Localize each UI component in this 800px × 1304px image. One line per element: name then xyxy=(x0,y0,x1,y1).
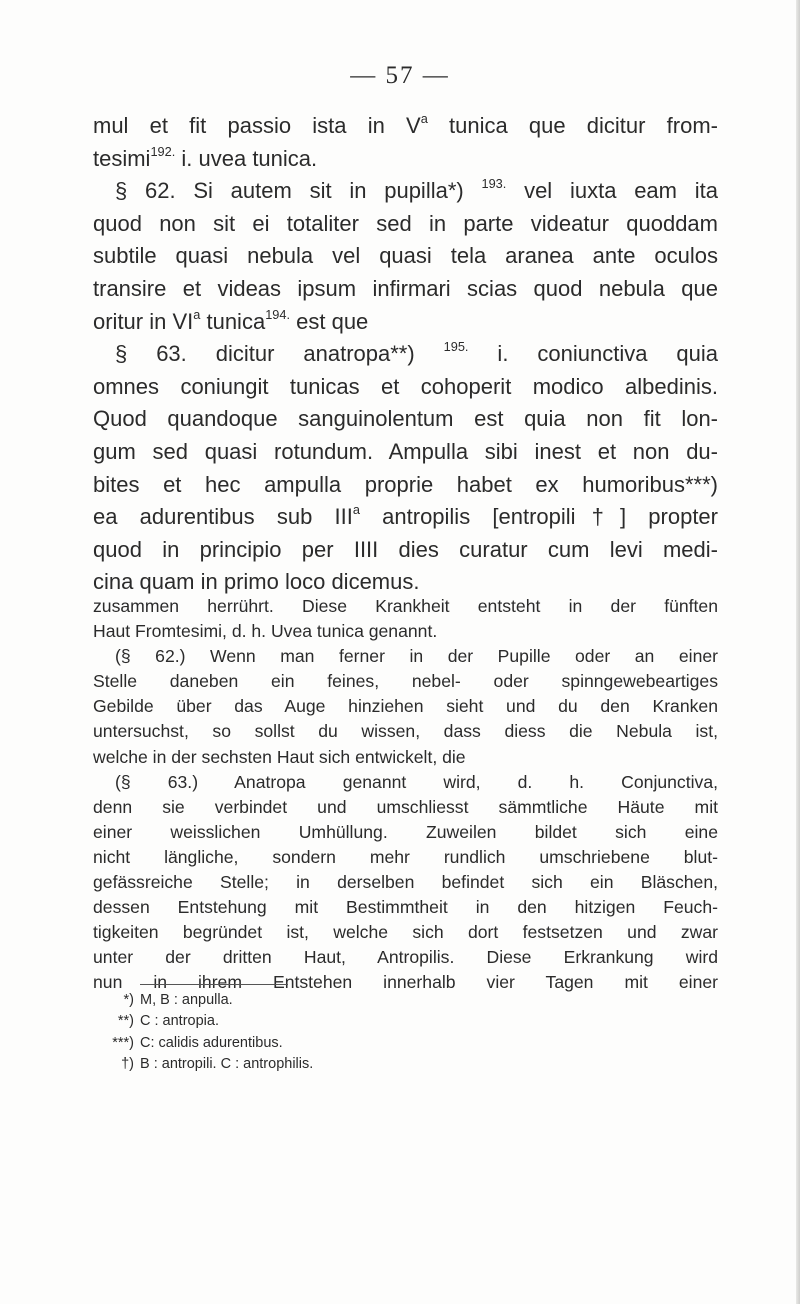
latin-line: gum sed quasi rotundum. Ampulla sibi inest et non du- xyxy=(93,438,718,464)
german-line-section-63: (§ 63.) Anatropa genannt wird, d. h. Conjunctiva, xyxy=(115,771,718,792)
german-line: Gebilde über das Auge hinziehen sieht und du den Kranken xyxy=(93,696,718,717)
footnote-text: C: calidis adurentibus. xyxy=(140,1034,283,1051)
footnote-text: B : antropili. C : antrophilis. xyxy=(140,1056,314,1073)
latin-line: Quod quandoque sanguinolentum est quia non fit lon- xyxy=(93,406,718,432)
footnote-mark: *) xyxy=(123,992,134,1008)
footnote-divider xyxy=(140,984,288,985)
german-line: zusammen herrührt. Diese Krankheit entsteht in der fünften xyxy=(93,596,718,616)
latin-line: bites et hec ampulla proprie habet ex humoribus***) xyxy=(93,471,718,497)
latin-line: mul et fit passio ista in $V^a$ tunica que dicitur from- xyxy=(93,110,718,138)
footnote-mark: †) xyxy=(121,1056,134,1073)
german-line: tigkeiten begründet ist, welche sich dort festsetzen und zwar xyxy=(93,922,718,943)
footnote-text: C : antropia. xyxy=(140,1013,219,1030)
footnote xyxy=(103,1054,313,1075)
german-line: nicht längliche, sondern mehr rundlich umschriebene blut- xyxy=(93,846,718,867)
german-line: untersuchst, so sollst du wissen, dass diess die Nebula ist, xyxy=(93,721,718,742)
latin-line: omnes coniungit tunicas et cohoperit modico albedinis. xyxy=(93,373,718,399)
footnotes xyxy=(103,990,313,1076)
footnote-text: M, B : anpulla. xyxy=(140,992,233,1008)
latin-line: ea adurentibus sub III$^a$ antropilis [entropili†] propter xyxy=(93,501,718,530)
footnote xyxy=(103,1033,313,1054)
latin-line-section-63: § 63. dicitur anatropa**) $^{195.}$ i. coniunctiva quia xyxy=(115,338,718,367)
latin-line: tesimi$^{192.}$ i. uvea tunica. xyxy=(93,143,318,171)
german-line: gefässreiche Stelle; in derselben befindet sich ein Bläschen, xyxy=(93,872,718,893)
german-line-section-62: (§ 62.) Wenn man ferner in der Pupille oder an einer xyxy=(115,646,718,667)
latin-text-block xyxy=(93,110,718,599)
latin-line: quod in principio per IIII dies curatur cum levi medi- xyxy=(93,536,718,562)
german-line: dessen Entstehung mit Bestimmtheit in den hitzigen Feuch- xyxy=(93,897,718,918)
page-edge xyxy=(796,0,800,1304)
german-translation-block xyxy=(93,594,718,996)
german-line: nun in ihrem Entstehen innerhalb vier Tagen mit einer xyxy=(93,972,718,993)
footnote xyxy=(103,990,313,1011)
german-line: welche in der sechsten Haut sich entwickelt, die xyxy=(93,746,466,767)
latin-line: oritur in $VI^a$ tunica$^{194.}$ est que xyxy=(93,306,369,334)
latin-line-section-62: § 62. Si autem sit in pupilla*) $^{193.}$ vel iuxta eam ita xyxy=(115,175,718,204)
footnote-mark: ***) xyxy=(112,1034,134,1051)
german-line: Haut Fromtesimi, d. h. Uvea tunica genannt. xyxy=(93,621,438,642)
page-number: — 57 — xyxy=(350,62,450,89)
latin-line: quod non sit ei totaliter sed in parte videatur quoddam xyxy=(93,210,718,236)
footnote xyxy=(103,1011,313,1032)
german-line: denn sie verbindet und umschliesst sämmtliche Häute mit xyxy=(93,796,718,817)
german-line: einer weisslichen Umhüllung. Zuweilen bildet sich eine xyxy=(93,821,718,842)
german-line: unter der dritten Haut, Antropilis. Diese Erkrankung wird xyxy=(93,947,718,968)
latin-line: subtile quasi nebula vel quasi tela aranea ante oculos xyxy=(93,243,718,269)
footnote-mark: **) xyxy=(117,1013,134,1030)
german-line: Stelle daneben ein feines, nebel- oder spinngewebeartiges xyxy=(93,671,718,692)
latin-line: cina quam in primo loco dicemus. xyxy=(93,569,420,595)
latin-line: transire et videas ipsum infirmari scias quod nebula que xyxy=(93,275,718,301)
